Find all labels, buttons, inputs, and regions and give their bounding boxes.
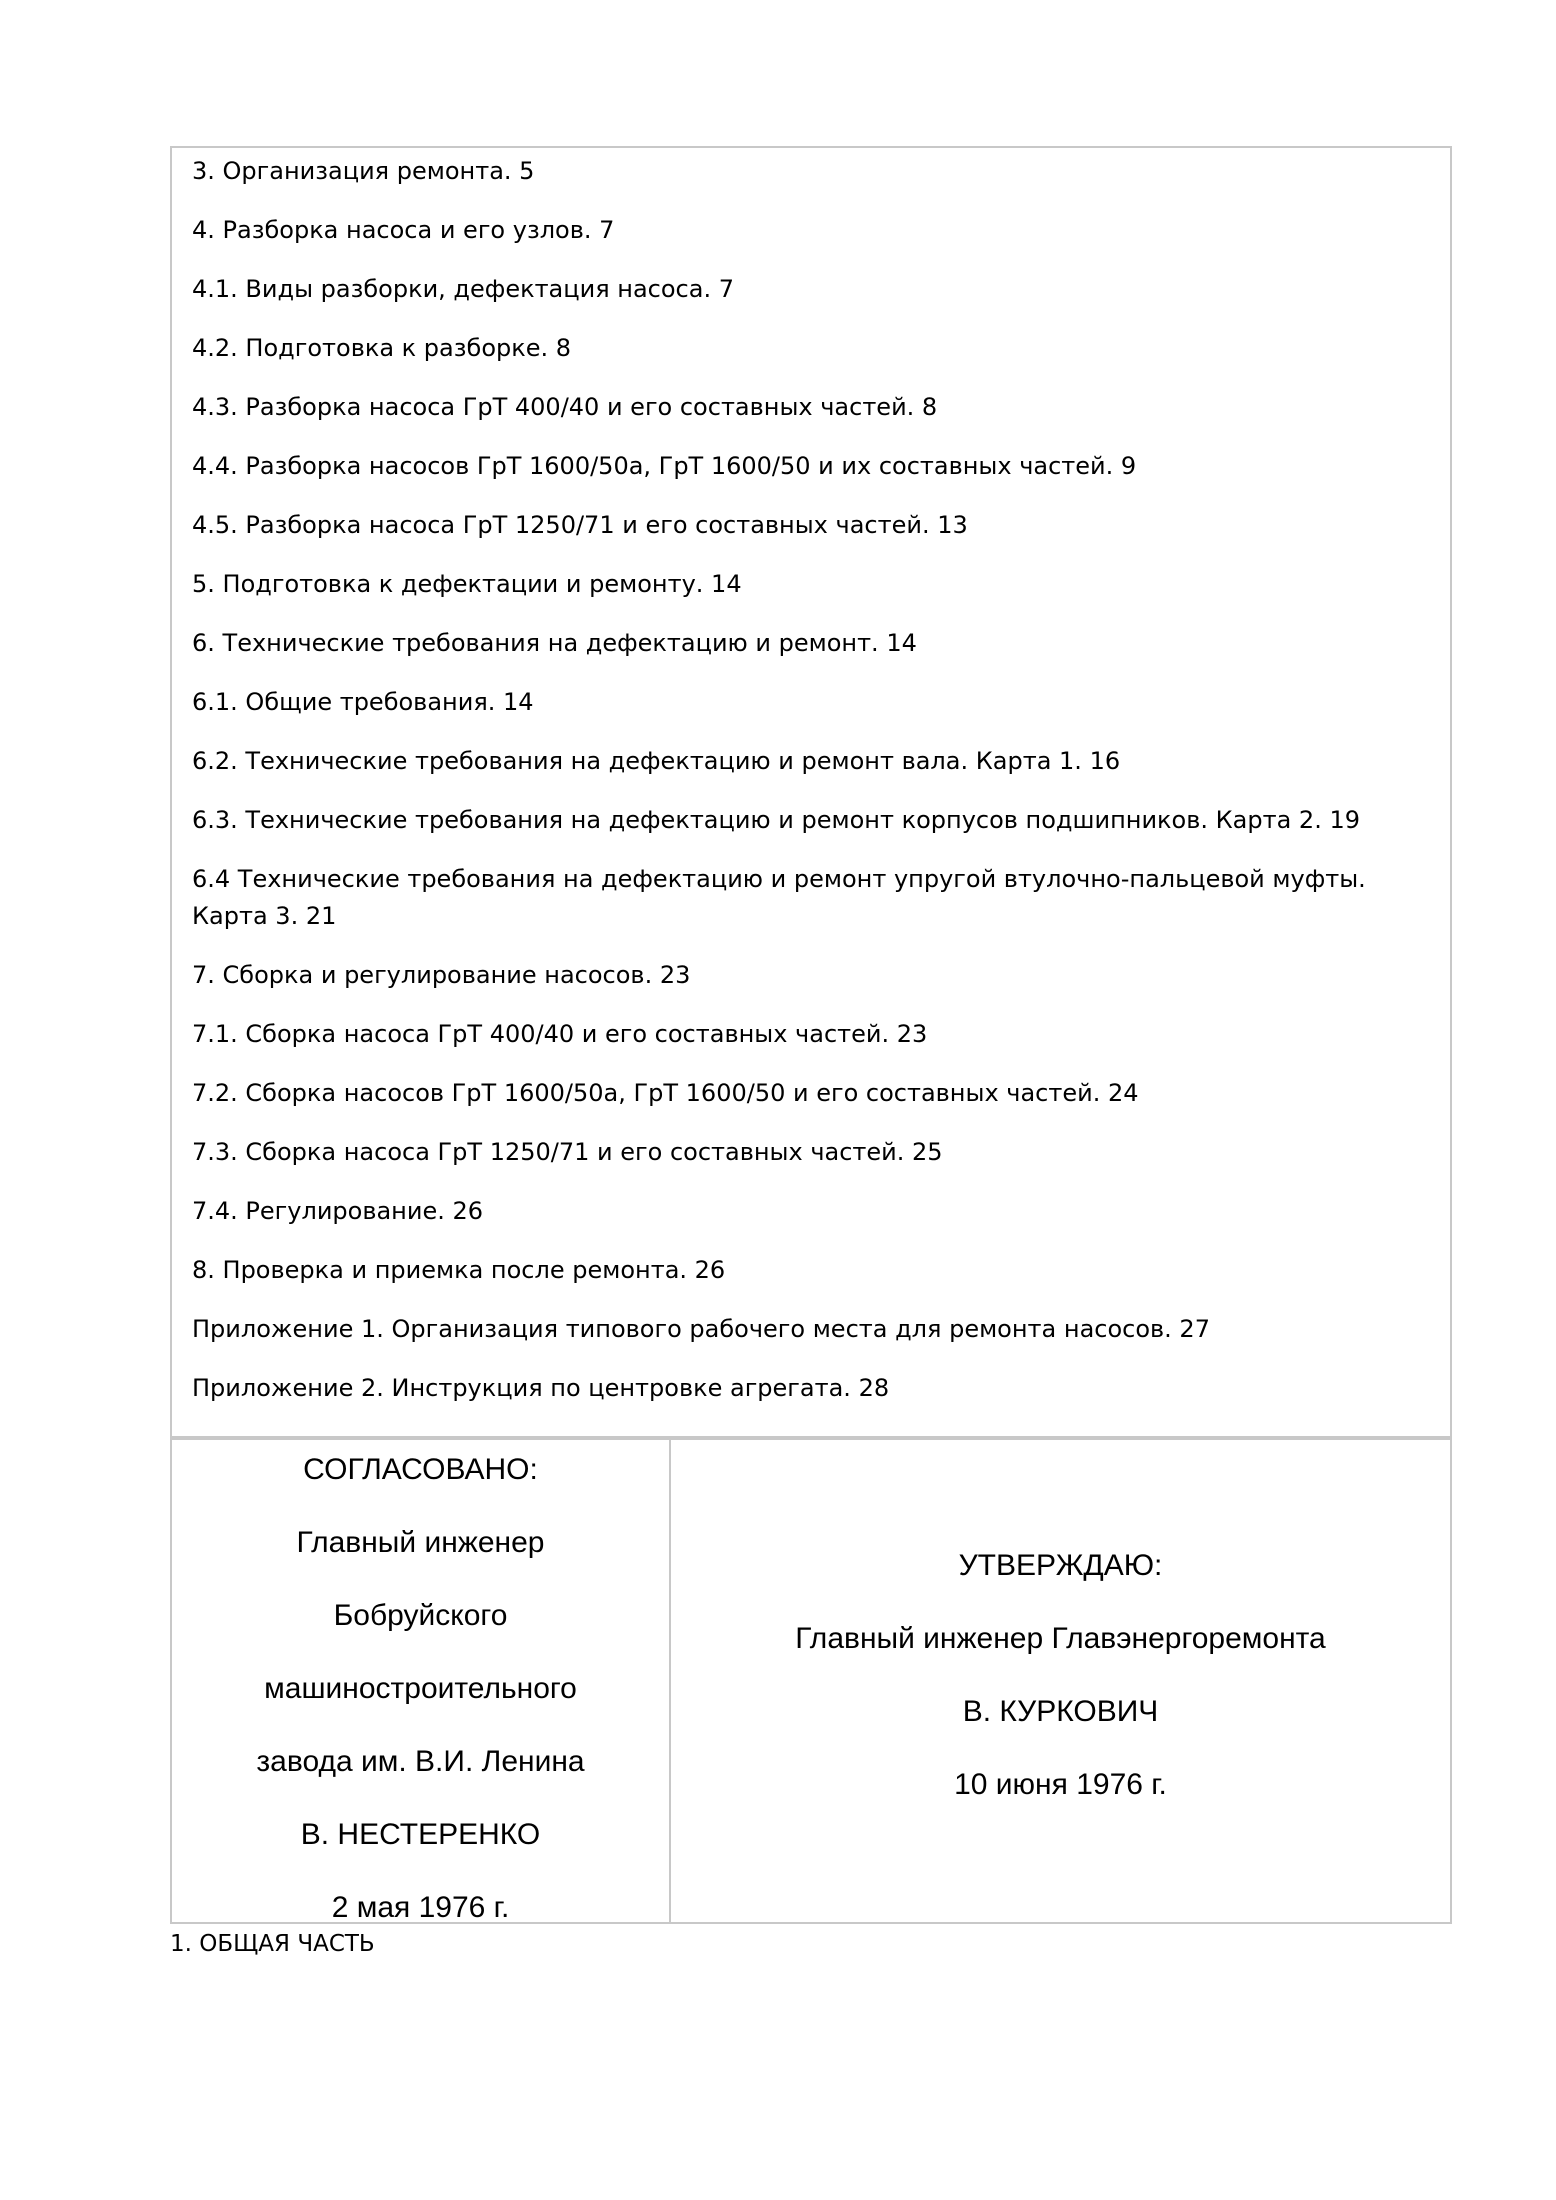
approval-table xyxy=(170,1438,1452,1924)
toc-item[interactable]: 4.3. Разборка насоса ГрТ 400/40 и его составных частей. 8 xyxy=(192,393,938,421)
toc-item[interactable]: 8. Проверка и приемка после ремонта. 26 xyxy=(192,1256,726,1284)
toc-item[interactable]: 4.2. Подготовка к разборке. 8 xyxy=(192,334,572,362)
toc-item[interactable]: 6.3. Технические требования на дефектацию и ремонт корпусов подшипников. Карта 2. 19 xyxy=(192,806,1360,834)
toc-item[interactable]: 6.2. Технические требования на дефектацию и ремонт вала. Карта 1. 16 xyxy=(192,747,1121,775)
agreed-block xyxy=(172,1440,671,1922)
toc-item[interactable]: Приложение 1. Организация типового рабочего места для ремонта насосов. 27 xyxy=(192,1315,1210,1343)
toc-item[interactable]: 4.5. Разборка насоса ГрТ 1250/71 и его составных частей. 13 xyxy=(192,511,968,539)
toc-item[interactable]: 5. Подготовка к дефектации и ремонту. 14 xyxy=(192,570,742,598)
toc-item[interactable]: 7.3. Сборка насоса ГрТ 1250/71 и его составных частей. 25 xyxy=(192,1138,943,1166)
toc-item[interactable]: 4.4. Разборка насосов ГрТ 1600/50а, ГрТ 1600/50 и их составных частей. 9 xyxy=(192,452,1137,480)
toc-item[interactable]: 4. Разборка насоса и его узлов. 7 xyxy=(192,216,615,244)
agreed-position-line: Бобруйского xyxy=(333,1599,508,1632)
toc-item[interactable]: 4.1. Виды разборки, дефектация насоса. 7 xyxy=(192,275,734,303)
toc-item[interactable]: 7.4. Регулирование. 26 xyxy=(192,1197,484,1225)
agreed-position-line: машиностроительного xyxy=(264,1672,577,1705)
toc-item[interactable]: 6. Технические требования на дефектацию и ремонт. 14 xyxy=(192,629,917,657)
section-heading: 1. ОБЩАЯ ЧАСТЬ xyxy=(170,1931,375,1957)
approved-block xyxy=(671,1440,1450,1922)
approved-position: Главный инженер Главэнергоремонта xyxy=(795,1622,1326,1655)
approved-label: УТВЕРЖДАЮ: xyxy=(958,1549,1163,1582)
agreed-position-line: завода им. В.И. Ленина xyxy=(256,1745,585,1778)
toc-item[interactable]: 6.4 Технические требования на дефектацию и ремонт упругой втулочно-пальцевой муфты. Карта 3. 21 xyxy=(192,865,1366,930)
table-of-contents xyxy=(170,146,1452,1438)
toc-item[interactable]: 7.2. Сборка насосов ГрТ 1600/50а, ГрТ 1600/50 и его составных частей. 24 xyxy=(192,1079,1139,1107)
agreed-date: 2 мая 1976 г. xyxy=(331,1891,510,1924)
toc-list xyxy=(192,148,1432,1424)
toc-item[interactable]: Приложение 2. Инструкция по центровке агрегата. 28 xyxy=(192,1374,890,1402)
agreed-position-line: Главный инженер xyxy=(296,1526,545,1559)
approved-name: В. КУРКОВИЧ xyxy=(962,1695,1159,1728)
agreed-name: В. НЕСТЕРЕНКО xyxy=(300,1818,541,1851)
toc-item[interactable]: 7. Сборка и регулирование насосов. 23 xyxy=(192,961,691,989)
approved-date: 10 июня 1976 г. xyxy=(954,1768,1167,1801)
toc-item[interactable]: 7.1. Сборка насоса ГрТ 400/40 и его составных частей. 23 xyxy=(192,1020,928,1048)
toc-item[interactable]: 6.1. Общие требования. 14 xyxy=(192,688,534,716)
agreed-label: СОГЛАСОВАНО: xyxy=(303,1453,538,1486)
toc-item[interactable]: 3. Организация ремонта. 5 xyxy=(192,157,535,185)
